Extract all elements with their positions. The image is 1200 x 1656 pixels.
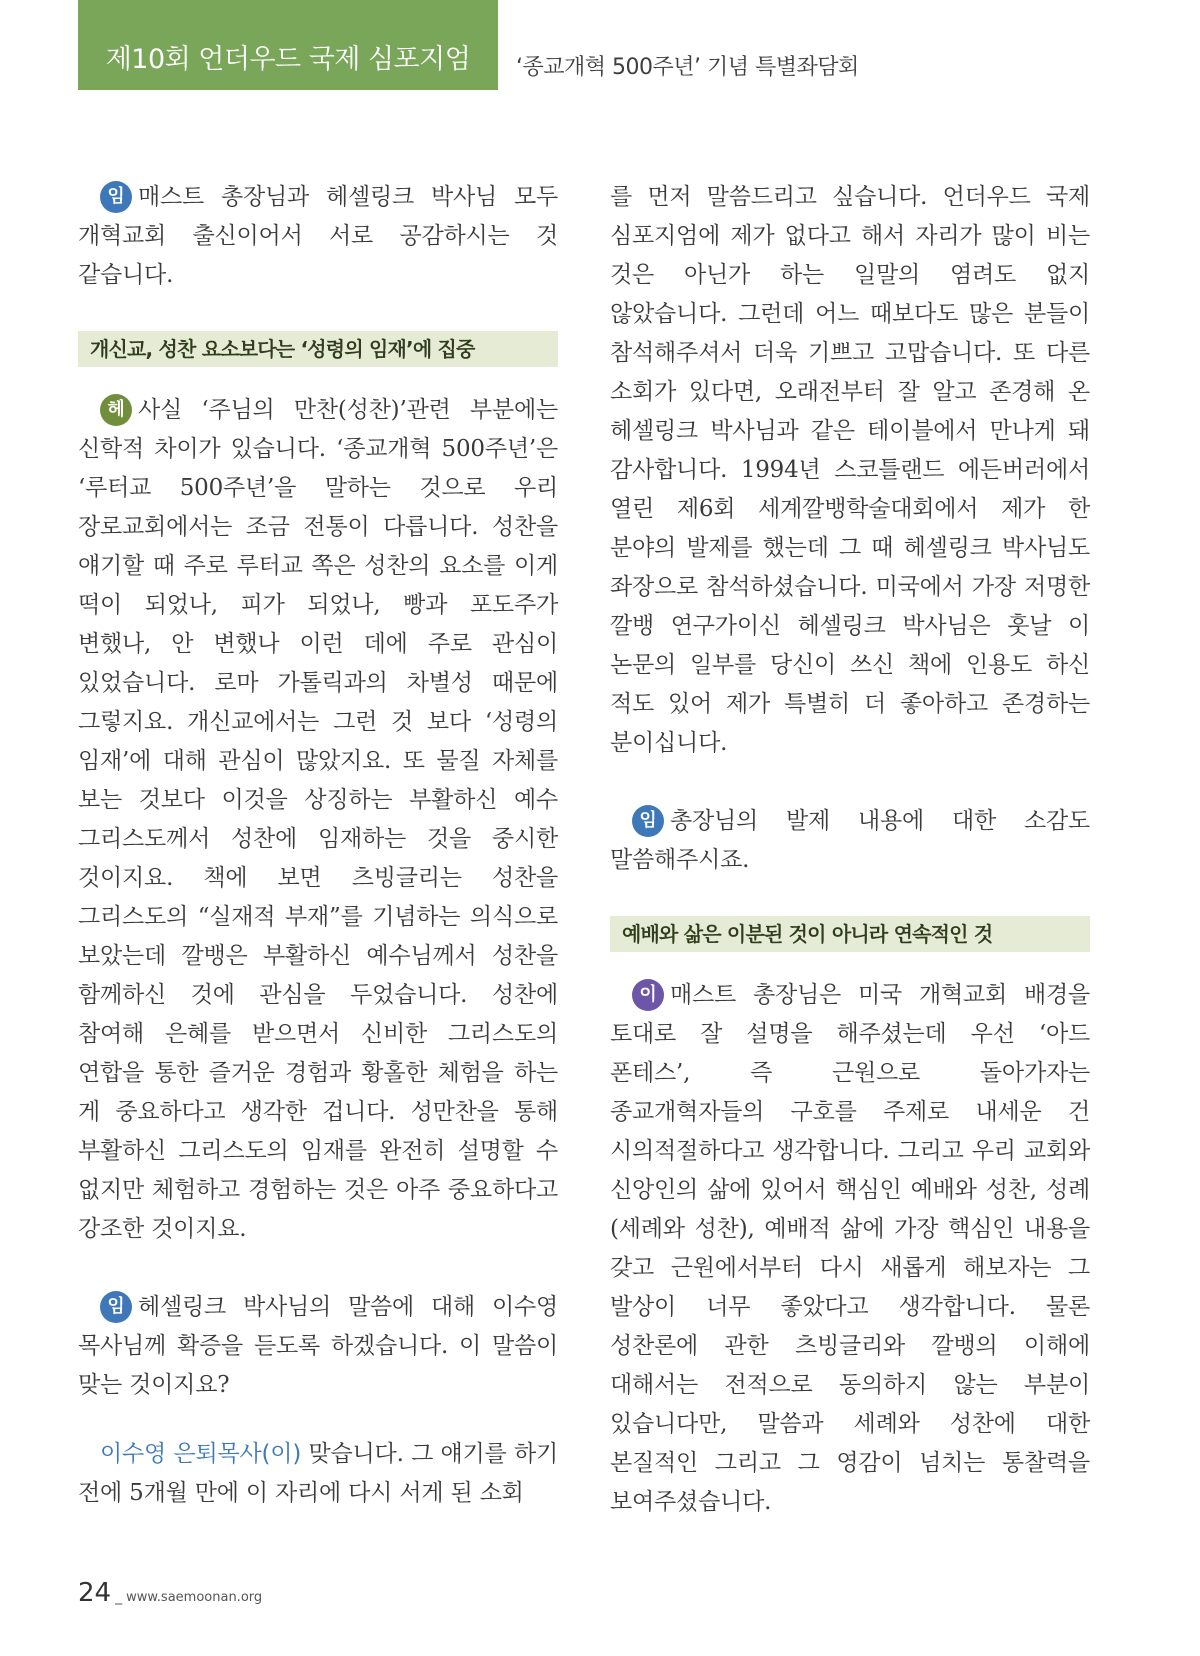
page-number: 24: [78, 1578, 112, 1608]
paragraph: [610, 178, 1090, 763]
header-title: 제10회 언더우드 국제 심포지엄: [105, 44, 471, 75]
header-tab: [78, 0, 498, 90]
paragraph-text: 총장님의 발제 내용에 대한 소감도 말씀해주시죠.: [610, 808, 1090, 873]
speaker-badge-lim: 임: [100, 1291, 132, 1323]
paragraph-text: 맞습니다. 그 얘기를 하기 전에 5개월 만에 이 자리에 다시 서게 된 소회: [78, 1441, 558, 1506]
paragraph-text: 를 먼저 말씀드리고 싶습니다. 언더우드 국제 심포지엄에 제가 없다고 해서 자리가 많이 비는 것은 아닌가 하는 일말의 염려도 없지 않았습니다. 그런데 어느 때보다도 많은 분들이 참석해주셔서 더욱 기쁘고 고맙습니다. 또 다른 소회가 있다면, 오래전부터 잘 알고 존경해 온 헤셀링크 박사님과 같은 테이블에서 만나게 돼 감사합니다. 1994년 스코틀랜드 에든버러에서 열린 제6회 세계깔뱅학술대회에서 제가 한 분야의 발제를 했는데 그 때 헤셀링크 박사님도 좌장으로 참석하셨습니다. 미국에서 가장 저명한 깔뱅 연구가이신 헤셀링크 박사님은 훗날 이 논문의 일부를 당신이 쓰신 책에 인용도 하신 적도 있어 제가 특별히 더 좋아하고 존경하는 분이십니다.: [610, 184, 1090, 756]
paragraph-text: 헤셀링크 박사님의 말씀에 대해 이수영 목사님께 확증을 듣도록 하겠습니다. 이 말씀이 맞는 것이지요?: [78, 1294, 558, 1398]
paragraph: [610, 802, 1090, 880]
section-heading: 개신교, 성찬 요소보다는 ‘성령의 임재’에 집중: [78, 331, 558, 367]
right-column: [610, 178, 1090, 1522]
speaker-badge-yi: 이: [632, 979, 664, 1011]
paragraph: [610, 976, 1090, 1522]
speaker-name: 이수영 은퇴목사(이): [100, 1441, 302, 1467]
paragraph: [78, 178, 558, 295]
footer-separator: _: [115, 1589, 123, 1605]
paragraph: [78, 391, 558, 1249]
header-subtitle: ‘종교개혁 500주년’ 기념 특별좌담회: [516, 55, 859, 80]
paragraph-text: 매스트 총장님과 헤셀링크 박사님 모두 개혁교회 출신이어서 서로 공감하시는 것 같습니다.: [78, 184, 558, 288]
paragraph: [78, 1435, 558, 1513]
section-heading: 예배와 삶은 이분된 것이 아니라 연속적인 것: [610, 916, 1090, 952]
left-column: [78, 178, 558, 1513]
page-footer: [78, 1578, 262, 1608]
paragraph-text: 사실 ‘주님의 만찬(성찬)’관련 부분에는 신학적 차이가 있습니다. ‘종교개혁 500주년’은 ‘루터교 500주년’을 말하는 것으로 우리 장로교회에서는 조금 전통이 다릅니다. 성찬을 얘기할 때 주로 루터교 쪽은 성찬의 요소를 이게 떡이 되었나, 피가 되었나, 빵과 포도주가 변했나, 안 변했나 이런 데에 주로 관심이 있었습니다. 로마 가톨릭과의 차별성 때문에 그렇지요. 개신교에서는 그런 것 보다 ‘성령의 임재’에 대해 관심이 많았지요. 또 물질 자체를 보는 것보다 이것을 상징하는 부활하신 예수 그리스도께서 성찬에 임재하는 것을 중시한 것이지요. 책에 보면 츠빙글리는 성찬을 그리스도의 “실재적 부재”를 기념하는 의식으로 보았는데 깔뱅은 부활하신 예수님께서 성찬을 함께하신 것에 관심을 두었습니다. 성찬에 참여해 은혜를 받으면서 신비한 그리스도의 연합을 통한 즐거운 경험과 황홀한 체험을 하는 게 중요하다고 생각한 겁니다. 성만찬을 통해 부활하신 그리스도의 임재를 완전히 설명할 수 없지만 체험하고 경험하는 것은 아주 중요하다고 강조한 것이지요.: [78, 397, 558, 1242]
speaker-badge-he: 헤: [100, 394, 132, 426]
speaker-badge-lim: 임: [632, 805, 664, 837]
footer-url: www.saemoonan.org: [126, 1590, 263, 1605]
paragraph: [78, 1288, 558, 1405]
paragraph-text: 매스트 총장님은 미국 개혁교회 배경을 토대로 잘 설명을 해주셨는데 우선 ‘아드 폰테스’, 즉 근원으로 돌아가자는 종교개혁자들의 구호를 주제로 내세운 건 시의적절하다고 생각합니다. 그리고 우리 교회와 신앙인의 삶에 있어서 핵심인 예배와 성찬, 성례(세례와 성찬), 예배적 삶에 가장 핵심인 내용을 갖고 근원에서부터 다시 새롭게 해보자는 그 발상이 너무 좋았다고 생각합니다. 물론 성찬론에 관한 츠빙글리와 깔뱅의 이해에 대해서는 전적으로 동의하지 않는 부분이 있습니다만, 말씀과 세례와 성찬에 대한 본질적인 그리고 그 영감이 넘치는 통찰력을 보여주셨습니다.: [610, 982, 1090, 1515]
speaker-badge-lim: 임: [100, 181, 132, 213]
